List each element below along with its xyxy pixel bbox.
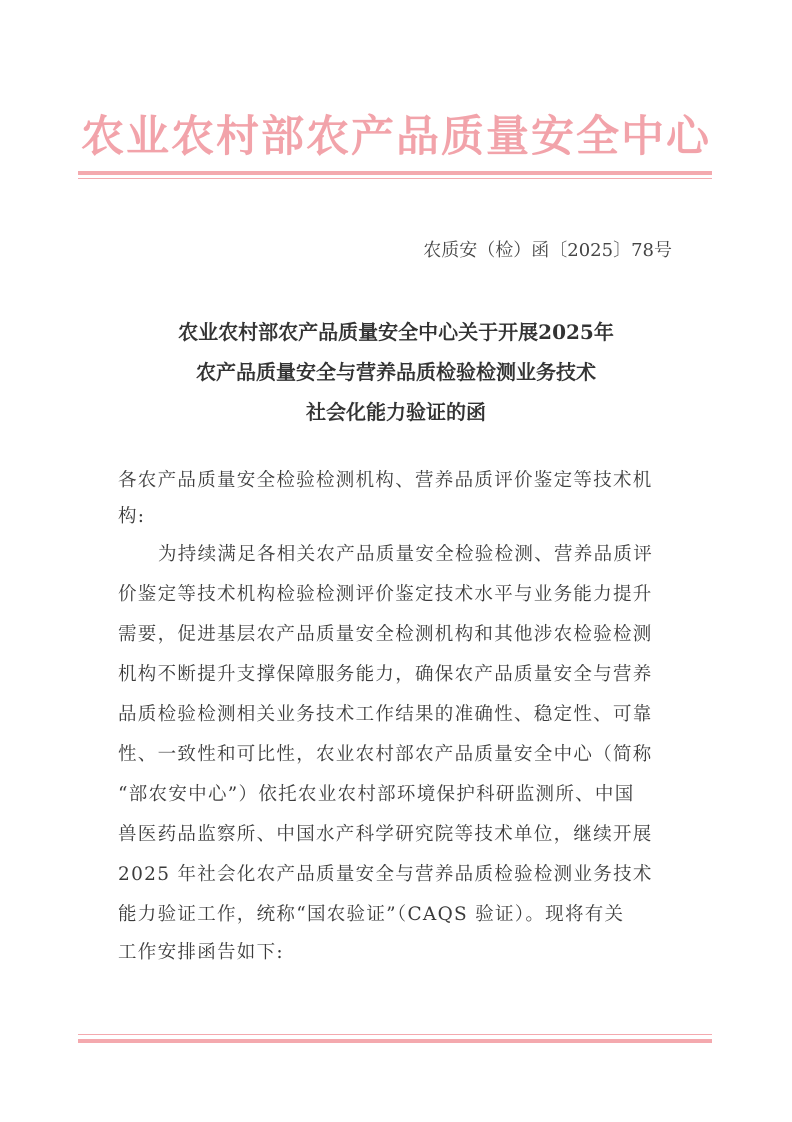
document-title-line-1: 农业农村部农产品质量安全中心关于开展2025年: [178, 320, 614, 344]
footer-rule-thick: [78, 1039, 712, 1043]
body-line: 2025 年社会化农产品质量安全与营养品质检验检测业务技术: [118, 864, 653, 885]
body-line: 性、一致性和可比性，农业农村部农产品质量安全中心（简称: [118, 744, 653, 765]
body-line: 兽医药品监察所、中国水产科学研究院等技术单位，继续开展: [118, 824, 653, 845]
body-line: 构:: [118, 506, 146, 527]
body-line: 能力验证工作，统称“国农验证”（CAQS 验证）。现将有关: [118, 904, 625, 925]
body-line: 工作安排函告如下:: [118, 942, 284, 963]
body-line: 各农产品质量安全检验检测机构、营养品质评价鉴定等技术机: [118, 470, 653, 491]
letterhead-rule-thick: [78, 171, 712, 175]
letterhead-rule-thin: [78, 178, 712, 179]
body-line: 需要，促进基层农产品质量安全检测机构和其他涉农检验检测: [118, 624, 653, 645]
document-title-line-3: 社会化能力验证的函: [306, 400, 486, 424]
body-line: 为持续满足各相关农产品质量安全检验检测、营养品质评: [158, 544, 654, 565]
document-number: 农质安（检）函〔2025〕78号: [423, 240, 672, 261]
document-title-line-2: 农产品质量安全与营养品质检验检测业务技术: [196, 360, 596, 384]
footer-rule-thin: [78, 1034, 712, 1035]
body-line: 品质检验检测相关业务技术工作结果的准确性、稳定性、可靠: [118, 704, 653, 725]
letterhead-title: 农业农村部农产品质量安全中心: [81, 112, 711, 162]
body-line: 机构不断提升支撑保障服务能力，确保农产品质量安全与营养: [118, 664, 653, 685]
body-line: 价鉴定等技术机构检验检测评价鉴定技术水平与业务能力提升: [118, 584, 653, 605]
body-line: “部农安中心”）依托农业农村部环境保护科研监测所、中国: [118, 784, 635, 805]
